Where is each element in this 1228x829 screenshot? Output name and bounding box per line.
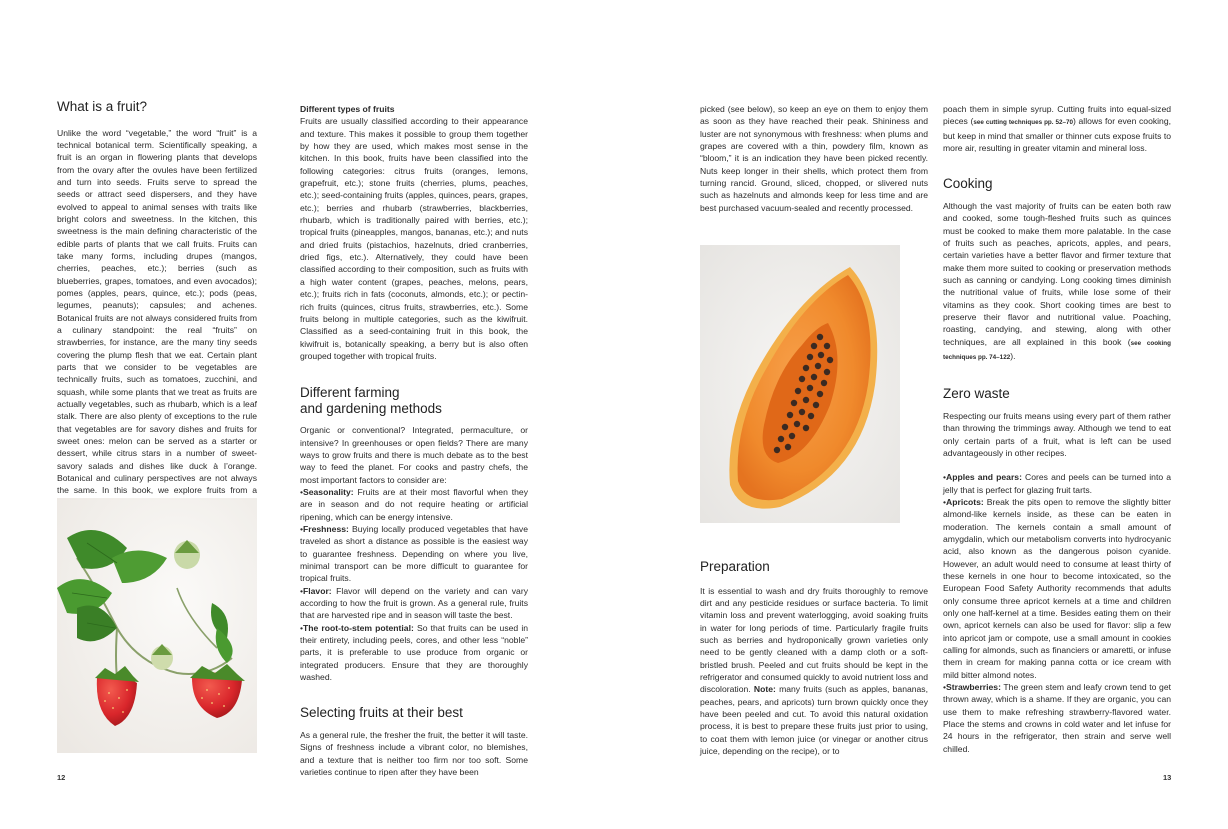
list-item-strawberries: •Strawberries: The green stem and leafy crown tend to get thrown away, which is a shame. If they are organic, you can use them to make refreshing strawberry-flavored water. Place the stems and crowns in cold water and let infuse for 24 hours in the refrigerator, then strain and serve well chilled. — [943, 682, 1171, 754]
heading-selecting-fruits: Selecting fruits at their best — [300, 705, 463, 721]
text-poach-1: poach them in simple syrup. Cutting fruits into equal-sized pieces ( — [943, 104, 1171, 127]
label-root-to-stem: The root-to-stem potential: — [303, 622, 414, 633]
heading-farming-line1: Different farming — [300, 385, 400, 401]
column-preparation — [700, 559, 928, 757]
text-preparation-2: many fruits (such as apples, bananas, peaches, pears, and apricots) turn brown quickly once they have been peeled and cut. To avoid this natural oxidation process, it is best to prepare these fruits just prior to using, to coat them with lemon juice (or vinegar or another citrus juice, depending on the recipe), or to — [700, 684, 928, 756]
heading-what-is-a-fruit: What is a fruit? — [57, 99, 148, 114]
papaya-photo — [700, 245, 900, 523]
text-poach-2: ) allows for even cooking, but keep in mind that smaller or thinner cuts expose fruits to more air, resulting in greater vitamin and mineral loss. — [943, 116, 1171, 154]
strawberry-illustration — [57, 498, 257, 753]
list-item-freshness: •Freshness: Buying locally produced vegetables that have traveled as short a distance as possible is the easiest way to guarantee freshness. Depending on where you live, minimal transport can be more difficult to guarantee for tropical fruits. — [300, 523, 528, 584]
body-freshness-continued: picked (see below), so keep an eye on them to enjoy them as soon as they have reached their peak. Shininess and luster are not synonymous with freshness: when plums and grapes are covered with a thin, powdery film, known as “bloom,” it is an indication they have been picked recently. Nuts keep longer in their shells, which protect them from turning rancid. Ground, sliced, chopped, or slivered nuts such as hazelnuts and almonds keep for less time and are best purchased vacuum-sealed and recently processed. — [700, 104, 928, 213]
column-freshness-continued — [700, 103, 928, 214]
label-apricots: Apricots: — [946, 496, 984, 507]
body-cooking — [943, 200, 1171, 364]
heading-farming-line2: and gardening methods — [300, 400, 442, 416]
body-selecting-fruits: As a general rule, the fresher the fruit, the better it will taste. Signs of freshness include a vibrant color, no blemishes, and a texture that is neither too firm nor too soft. Some varieties continue to ripen after they have been — [300, 729, 528, 777]
body-preparation — [700, 585, 928, 758]
heading-different-types: Different types of fruits — [300, 104, 395, 114]
text-preparation-1: It is essential to wash and dry fruits thoroughly to remove dirt and any pesticide residues or surface bacteria. To limit vitamin loss and prevent waterlogging, avoid soaking fruits in water for long periods of time. Particularly fragile fruits such as berries and hydroponically grown varieties only need to be gently cleaned with a damp cloth or a soft-bristled brush. Peeled and cut fruits should be kept in the refrigerator and consumed quickly to avoid nutrient loss and discoloration. — [700, 585, 928, 695]
heading-preparation: Preparation — [700, 559, 770, 574]
ref-cutting-techniques: see cutting techniques pp. 52–70 — [973, 119, 1074, 127]
page-number-right: 13 — [1163, 773, 1172, 782]
label-seasonality: Seasonality: — [303, 486, 354, 497]
list-item-seasonality: •Seasonality: Fruits are at their most flavorful when they are in season and do not require heating or artificial ripening, which can be energy intensive. — [300, 486, 528, 522]
list-item-apricots: •Apricots: Break the pits open to remove the slightly bitter almond-like kernels inside, as these can be eaten in moderation. The kernels contain a small amount of amygdalin, which our metabolism converts into hydrocyanic acid, also known as the dangerous poison cyanide. However, an adult would need to consume at least thirty of these kernels in one hour to become intoxicated, so the European Food Safety Authority recommends that adults only consume three apricot kernels at a time and children only one half-kernel at a time. Besides eating them on their own, apricot kernels can also be used for flavor: slip a few into apricot jam or compote, use a small amount in cookies calling for almonds, such as financiers or amaretti, or infuse them in cream for making panna cotta or ice cream with mild bitter almond notes. — [943, 496, 1171, 680]
page-number-left: 12 — [57, 773, 66, 782]
text-apricots: Break the pits open to remove the slightly bitter almond-like kernels inside, as these can be eaten in moderation. The kernels contain a small amount of amygdalin, which our metabolism converts into hydrocyanic acid, also known as the dangerous poison cyanide. However, an adult would need to consume at least thirty of these kernels in one hour to become intoxicated, so the European Food Safety Authority recommends that adults only consume three apricot kernels at a time and children only one half-kernel at a time. Besides eating them on their own, apricot kernels can also be used for flavor: slip a few into apricot jam or compote, use a small amount in cookies calling for almonds, such as financiers or amaretti, or infuse them in cream for making panna cotta or ice cream with mild bitter almond notes. — [943, 496, 1171, 680]
body-zero-waste-intro: Respecting our fruits means using every part of them rather than throwing the trimmings away. Although we tend to eat only certain parts of a fruit, what is left can be used advantageously in other recipes. — [943, 410, 1171, 458]
heading-farming-methods — [300, 385, 528, 416]
column-types-and-farming — [300, 103, 528, 778]
text-apples-pears: Cores and peels can be turned into a jelly that is perfect for glazing fruit tarts. — [943, 472, 1172, 495]
papaya-illustration — [700, 245, 900, 523]
list-item-apples-pears: •Apples and pears: Cores and peels can be turned into a jelly that is perfect for glazing fruit tarts. — [943, 472, 1172, 495]
heading-zero-waste: Zero waste — [943, 386, 1010, 402]
text-cooking-1: Although the vast majority of fruits can be eaten both raw and cooked, some tough-fleshed fruits such as quinces must be cooked to make them more palatable. In the case of fruits such as peaches, apricots, apples, and pears, certain varieties have a better flavor and firmer texture that make them more suited to cooking or preservation methods such as canning or candying. Long cooking times diminish the nutritional value of fruits, while lose some of their vitamins as they cook. Short cooking times are best to preserve their flavor and nutritional value. Poaching, roasting, candying, and stewing, along with other techniques, are all explained in this book ( — [943, 200, 1171, 347]
text-freshness: Buying locally produced vegetables that have traveled as short a distance as possible is the easiest way to guarantee freshness. Depending on where you live, minimal transport can be more difficult to guarantee for tropical fruits. — [300, 523, 528, 584]
label-freshness: Freshness: — [303, 523, 349, 534]
text-flavor: Flavor will depend on the variety and can vary according to how the fruit is grown. As a general rule, fruits that are harvested ripe and in season will taste the best. — [300, 585, 528, 621]
strawberry-plant-photo — [57, 498, 257, 753]
body-farming-intro: Organic or conventional? Integrated, permaculture, or intensive? In greenhouses or open fields? There are many ways to grow fruits and there is much debate as to the best way to feed the planet. For cooks and pastry chefs, the most important factors to consider are: — [300, 425, 528, 485]
ref-cooking-techniques: see cooking techniques pp. 74–122 — [943, 339, 1171, 361]
body-what-is-a-fruit: Unlike the word “vegetable,” the word “fruit” is a technical botanical term. Scientifically speaking, a fruit is an organ in flowering plants that develops from the ovary after the ovules have been fertilized and turn into seeds. Fruits serve to spread the seeds or attract seed dispersers, and they have evolved to appeal to animal senses with traits like bright colors and sweetness. In the kitchen, this sweetness is the main defining characteristic of the edible parts of plants that we call fruits. Fruits can take many forms, including drupes (mangos, cherries, peaches, etc.); berries (such as blueberries, grapes, tomatoes, and even avocados); pomes (apples, pears, quince, etc.); pods (peas, legumes, peanuts); capsules; and achenes. Botanical fruits are not always considered fruits from a culinary standpoint: the real “fruits” on strawberries, for instance, are the many tiny seeds covering the plump flesh that we eat. Certain plant parts that we consider to be vegetables are technically fruits, such as tomatoes, zucchini, and squash, while some plants that we treat as fruits are actually vegetables, such as rhubarb, which is a leaf stalk. There are also plenty of exceptions to the rule that vegetables are for savory dishes and fruits for sweet ones: melon can be served as a starter or dessert, while citrus stars in a number of sweet-savory salads and dishes like duck à l’orange. Botanical and culinary perspectives are not always the same. In this book, we explore fruits from a — [57, 127, 257, 496]
text-cooking-2: ). — [1010, 351, 1016, 361]
text-root-to-stem: So that fruits can be used in their entirety, including peels, cores, and other less “noble” parts, it is preferable to use produce from organic or integrated producers. Ensure that they are thoroughly washed. — [300, 622, 529, 683]
text-strawberries: The green stem and leafy crown tend to get thrown away, which is a shame. If they are organic, you can use them to make refreshing strawberry-flavored water. Place the stems and crowns in cold water and let infuse for 24 hours in the refrigerator, then strain and serve well chilled. — [943, 682, 1171, 754]
heading-cooking: Cooking — [943, 176, 993, 192]
body-poach — [943, 103, 1171, 154]
label-flavor: Flavor: — [303, 585, 332, 596]
column-cooking-zero-waste — [943, 103, 1171, 755]
column-what-is-a-fruit — [57, 99, 257, 509]
label-note: Note: — [753, 684, 776, 695]
list-item-flavor: •Flavor: Flavor will depend on the variety and can vary according to how the fruit is grown. As a general rule, fruits that are harvested ripe and in season will taste the best. — [300, 585, 528, 621]
label-strawberries: Strawberries: — [946, 682, 1001, 693]
text-seasonality: Fruits are at their most flavorful when they are in season and do not require heating or artificial ripening, which can be energy intensive. — [300, 486, 528, 522]
list-item-root-to-stem: •The root-to-stem potential: So that fruits can be used in their entirety, including peels, cores, and other less “noble” parts, it is preferable to use produce from organic or integrated producers. Ensure that they are thoroughly washed. — [300, 622, 529, 683]
body-different-types: Fruits are usually classified according to their appearance and texture. This makes it possible to group them together by how they are used, which makes most sense in the kitchen. In this book, fruits have been classified into the following categories: citrus fruits (oranges, lemons, grapefruit, etc.); stone fruits (cherries, plums, peaches, etc.); seed-containing fruits (apples, quinces, pears, grapes, etc.); berries and rhubarb (strawberries, blackberries, rhubarb, which is traditionally paired with berries, etc.); tropical fruits (pineapples, mangos, bananas, etc.); and nuts and dried fruits (pistachios, hazelnuts, dried cranberries, dried figs, etc.). Alternatively, they could have been classified according to their composition, such as fruits with a high water content (grapes, peaches, melons, pears, etc.); fruits rich in fats (coconuts, almonds, etc.); or pectin-rich fruits (quinces, citrus fruits, strawberries, etc.). Some fruits belong in multiple categories, such as the kiwifruit. Classified as a seed-containing fruit in this book, the kiwifruit is, botanically speaking, a berry but is also often grouped together with tropical fruits. — [300, 116, 528, 361]
label-apples-pears: Apples and pears: — [946, 472, 1022, 483]
